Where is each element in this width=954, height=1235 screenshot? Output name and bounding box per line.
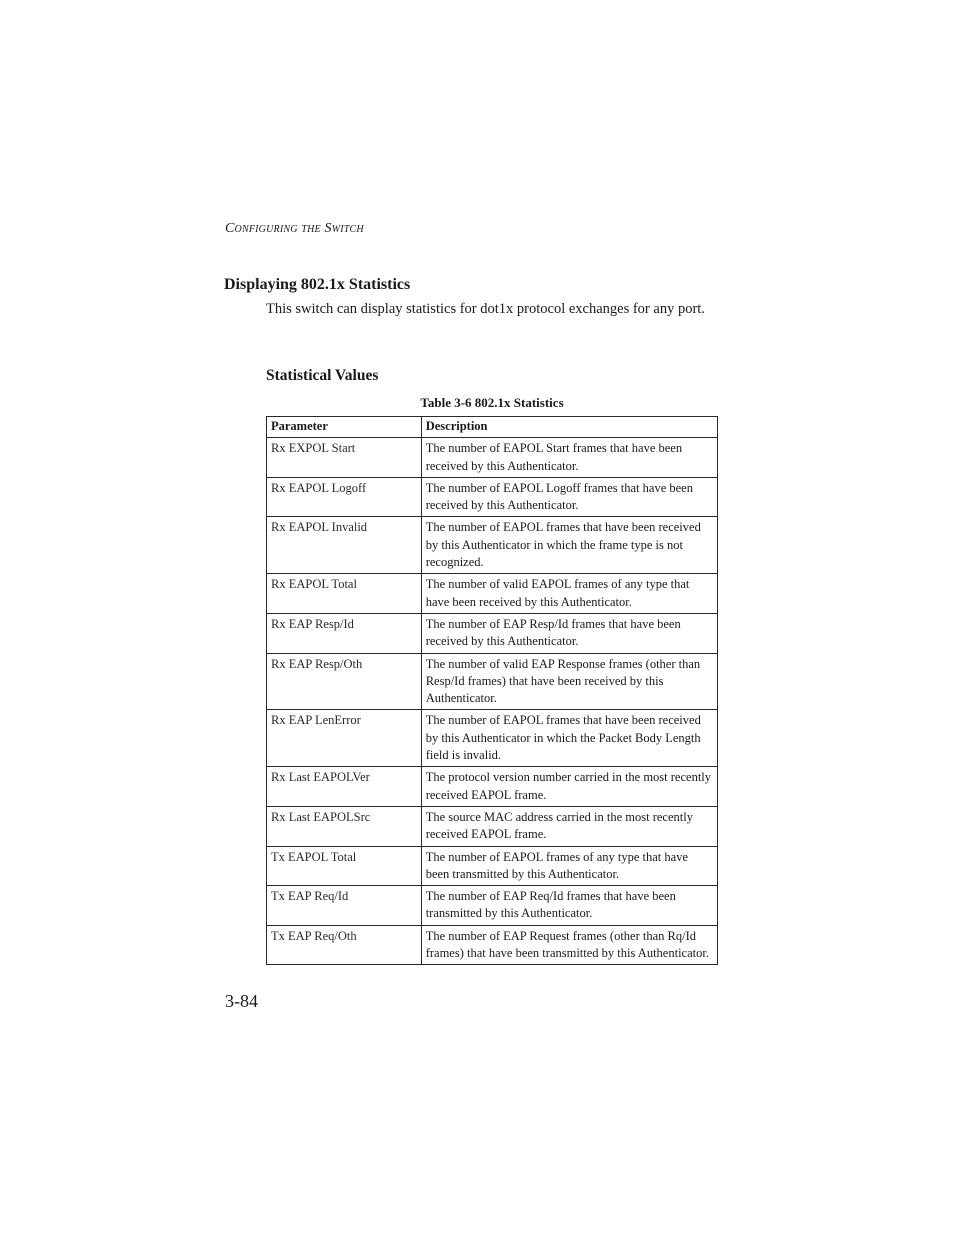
table-row: [267, 517, 718, 574]
parameter-cell: Rx EAP Resp/Oth: [267, 653, 422, 710]
parameter-cell: Rx Last EAPOLSrc: [267, 806, 422, 846]
table-row: [267, 806, 718, 846]
description-cell: The number of valid EAP Response frames (other than Resp/Id frames) that have been received by this Authenticator.: [421, 653, 717, 710]
statistics-table: [266, 416, 718, 965]
description-cell: The number of EAPOL frames that have been received by this Authenticator in which the frame type is not recognized.: [421, 517, 717, 574]
parameter-cell: Rx Last EAPOLVer: [267, 767, 422, 807]
description-cell: The number of EAP Resp/Id frames that have been received by this Authenticator.: [421, 613, 717, 653]
parameter-cell: Tx EAPOL Total: [267, 846, 422, 886]
parameter-cell: Rx EAP LenError: [267, 710, 422, 767]
section-title: Displaying 802.1x Statistics: [224, 276, 411, 293]
table-header-row: [267, 417, 718, 438]
parameter-cell: Tx EAP Req/Oth: [267, 925, 422, 965]
table-row: [267, 886, 718, 926]
description-cell: The number of EAPOL Start frames that have been received by this Authenticator.: [421, 438, 717, 478]
table-row: [267, 846, 718, 886]
description-cell: The number of EAPOL frames that have been received by this Authenticator in which the Packet Body Length field is invalid.: [421, 710, 717, 767]
description-cell: The number of EAP Request frames (other than Rq/Id frames) that have been transmitted by this Authenticator.: [421, 925, 717, 965]
table-row: [267, 710, 718, 767]
table-body: [267, 438, 718, 965]
description-cell: The source MAC address carried in the most recently received EAPOL frame.: [421, 806, 717, 846]
header-parameter: Parameter: [267, 417, 422, 438]
intro-paragraph: This switch can display statistics for dot1x protocol exchanges for any port.: [266, 301, 705, 317]
header-description: Description: [421, 417, 717, 438]
table-row: [267, 767, 718, 807]
parameter-cell: Tx EAP Req/Id: [267, 886, 422, 926]
table-row: [267, 653, 718, 710]
description-cell: The number of valid EAPOL frames of any type that have been received by this Authenticator.: [421, 574, 717, 614]
running-head: Configuring the Switch: [225, 221, 364, 236]
description-cell: The protocol version number carried in the most recently received EAPOL frame.: [421, 767, 717, 807]
parameter-cell: Rx EAPOL Logoff: [267, 477, 422, 517]
description-cell: The number of EAPOL Logoff frames that have been received by this Authenticator.: [421, 477, 717, 517]
subsection-title: Statistical Values: [266, 367, 379, 384]
parameter-cell: Rx EXPOL Start: [267, 438, 422, 478]
parameter-cell: Rx EAPOL Invalid: [267, 517, 422, 574]
table-row: [267, 477, 718, 517]
table-row: [267, 613, 718, 653]
parameter-cell: Rx EAPOL Total: [267, 574, 422, 614]
page-number: 3-84: [225, 991, 258, 1011]
description-cell: The number of EAPOL frames of any type that have been transmitted by this Authenticator.: [421, 846, 717, 886]
table-caption: Table 3-6 802.1x Statistics: [420, 395, 564, 410]
table-row: [267, 438, 718, 478]
parameter-cell: Rx EAP Resp/Id: [267, 613, 422, 653]
table-row: [267, 925, 718, 965]
description-cell: The number of EAP Req/Id frames that have been transmitted by this Authenticator.: [421, 886, 717, 926]
table-row: [267, 574, 718, 614]
